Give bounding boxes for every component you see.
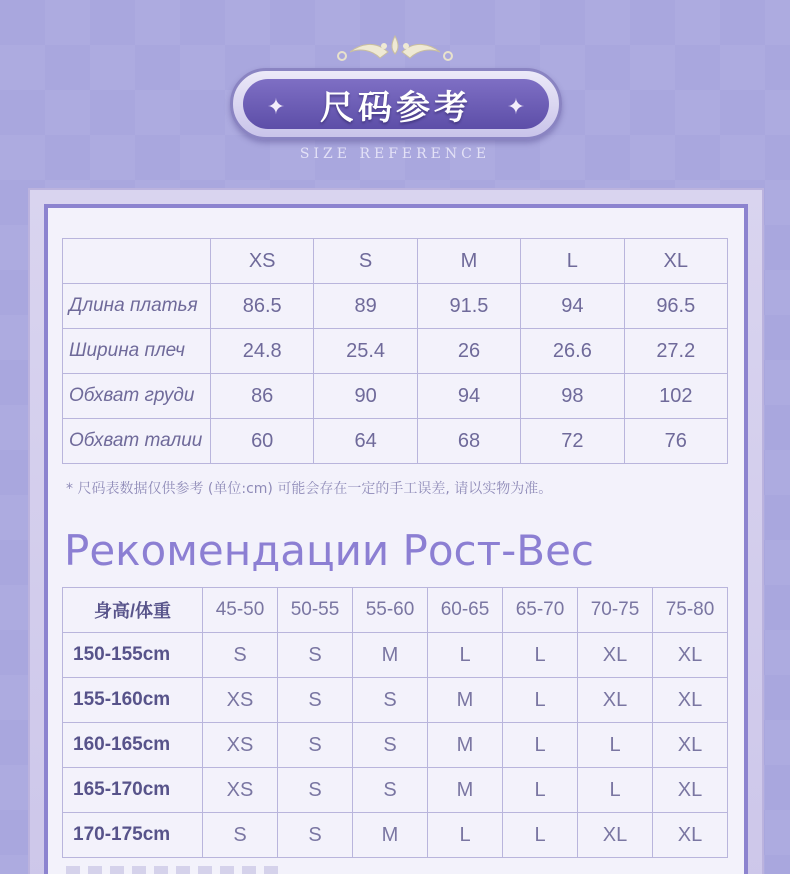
size-table-corner (63, 239, 211, 284)
sparkle-icon: ✦ (506, 95, 526, 120)
size-column-header: XS (211, 239, 314, 284)
table-cell: S (353, 768, 428, 813)
table-row (63, 768, 728, 813)
table-cell: XL (578, 813, 653, 858)
weight-column-header: 50-55 (278, 588, 353, 633)
table-cell: L (428, 813, 503, 858)
table-cell: L (503, 678, 578, 723)
size-table (62, 238, 728, 464)
table-row (63, 633, 728, 678)
table-cell: S (203, 633, 278, 678)
table-cell: 86.5 (211, 284, 314, 329)
weight-column-header: 60-65 (428, 588, 503, 633)
table-cell: S (278, 768, 353, 813)
table-cell: XL (653, 678, 728, 723)
table-cell: 72 (521, 419, 624, 464)
page-title: 尺码参考 (320, 87, 472, 128)
table-cell: XL (653, 633, 728, 678)
table-cell: L (428, 633, 503, 678)
size-table-header-row (63, 239, 728, 284)
table-cell: 76 (624, 419, 727, 464)
row-label: Ширина плеч (63, 329, 211, 374)
table-cell: L (503, 723, 578, 768)
table-cell: 68 (417, 419, 520, 464)
table-cell: 24.8 (211, 329, 314, 374)
truncated-footnote (66, 866, 286, 874)
height-label: 165-170cm (63, 768, 203, 813)
height-label: 170-175cm (63, 813, 203, 858)
table-cell: M (428, 678, 503, 723)
table-cell: 89 (314, 284, 417, 329)
title-banner (243, 79, 549, 129)
table-cell: M (428, 723, 503, 768)
table-cell: XS (203, 678, 278, 723)
table-cell: 60 (211, 419, 314, 464)
weight-column-header: 55-60 (353, 588, 428, 633)
weight-column-header: 70-75 (578, 588, 653, 633)
table-cell: 64 (314, 419, 417, 464)
weight-column-header: 45-50 (203, 588, 278, 633)
recommendation-title: Рекомендации Рост-Вес (64, 526, 595, 575)
recommendation-corner: 身高/体重 (63, 588, 203, 633)
table-cell: XS (203, 723, 278, 768)
table-cell: S (203, 813, 278, 858)
table-cell: M (353, 633, 428, 678)
table-row (63, 284, 728, 329)
size-note: * 尺码表数据仅供参考 (单位:cm) 可能会存在一定的手工误差, 请以实物为准。 (66, 481, 553, 497)
table-cell: 98 (521, 374, 624, 419)
row-label: Обхват груди (63, 374, 211, 419)
table-cell: S (278, 633, 353, 678)
table-cell: 86 (211, 374, 314, 419)
table-cell: 102 (624, 374, 727, 419)
table-cell: 25.4 (314, 329, 417, 374)
table-cell: 91.5 (417, 284, 520, 329)
size-column-header: M (417, 239, 520, 284)
table-cell: 96.5 (624, 284, 727, 329)
sparkle-icon: ✦ (266, 95, 286, 120)
table-row (63, 678, 728, 723)
size-column-header: S (314, 239, 417, 284)
table-row (63, 419, 728, 464)
table-row (63, 813, 728, 858)
flourish-ornament-icon (320, 30, 470, 66)
weight-column-header: 75-80 (653, 588, 728, 633)
table-cell: 94 (417, 374, 520, 419)
size-column-header: XL (624, 239, 727, 284)
height-label: 155-160cm (63, 678, 203, 723)
table-row (63, 329, 728, 374)
table-cell: L (503, 813, 578, 858)
table-cell: L (578, 723, 653, 768)
table-cell: M (353, 813, 428, 858)
table-cell: 90 (314, 374, 417, 419)
recommendation-header-row (63, 588, 728, 633)
height-label: 160-165cm (63, 723, 203, 768)
table-cell: XL (653, 723, 728, 768)
table-cell: 94 (521, 284, 624, 329)
table-cell: S (353, 678, 428, 723)
page-subtitle: SIZE REFERENCE (299, 146, 491, 162)
title-plate (230, 68, 562, 140)
table-cell: XS (203, 768, 278, 813)
table-row (63, 374, 728, 419)
table-cell: XL (653, 768, 728, 813)
height-label: 150-155cm (63, 633, 203, 678)
size-column-header: L (521, 239, 624, 284)
table-cell: S (278, 678, 353, 723)
table-cell: S (278, 813, 353, 858)
table-cell: XL (578, 633, 653, 678)
table-cell: L (503, 633, 578, 678)
table-cell: M (428, 768, 503, 813)
row-label: Обхват талии (63, 419, 211, 464)
weight-column-header: 65-70 (503, 588, 578, 633)
table-cell: 27.2 (624, 329, 727, 374)
table-cell: XL (653, 813, 728, 858)
table-cell: 26.6 (521, 329, 624, 374)
table-cell: S (353, 723, 428, 768)
table-cell: L (578, 768, 653, 813)
table-row (63, 723, 728, 768)
row-label: Длина платья (63, 284, 211, 329)
table-cell: S (278, 723, 353, 768)
table-cell: XL (578, 678, 653, 723)
recommendation-table (62, 587, 728, 858)
table-cell: L (503, 768, 578, 813)
table-cell: 26 (417, 329, 520, 374)
